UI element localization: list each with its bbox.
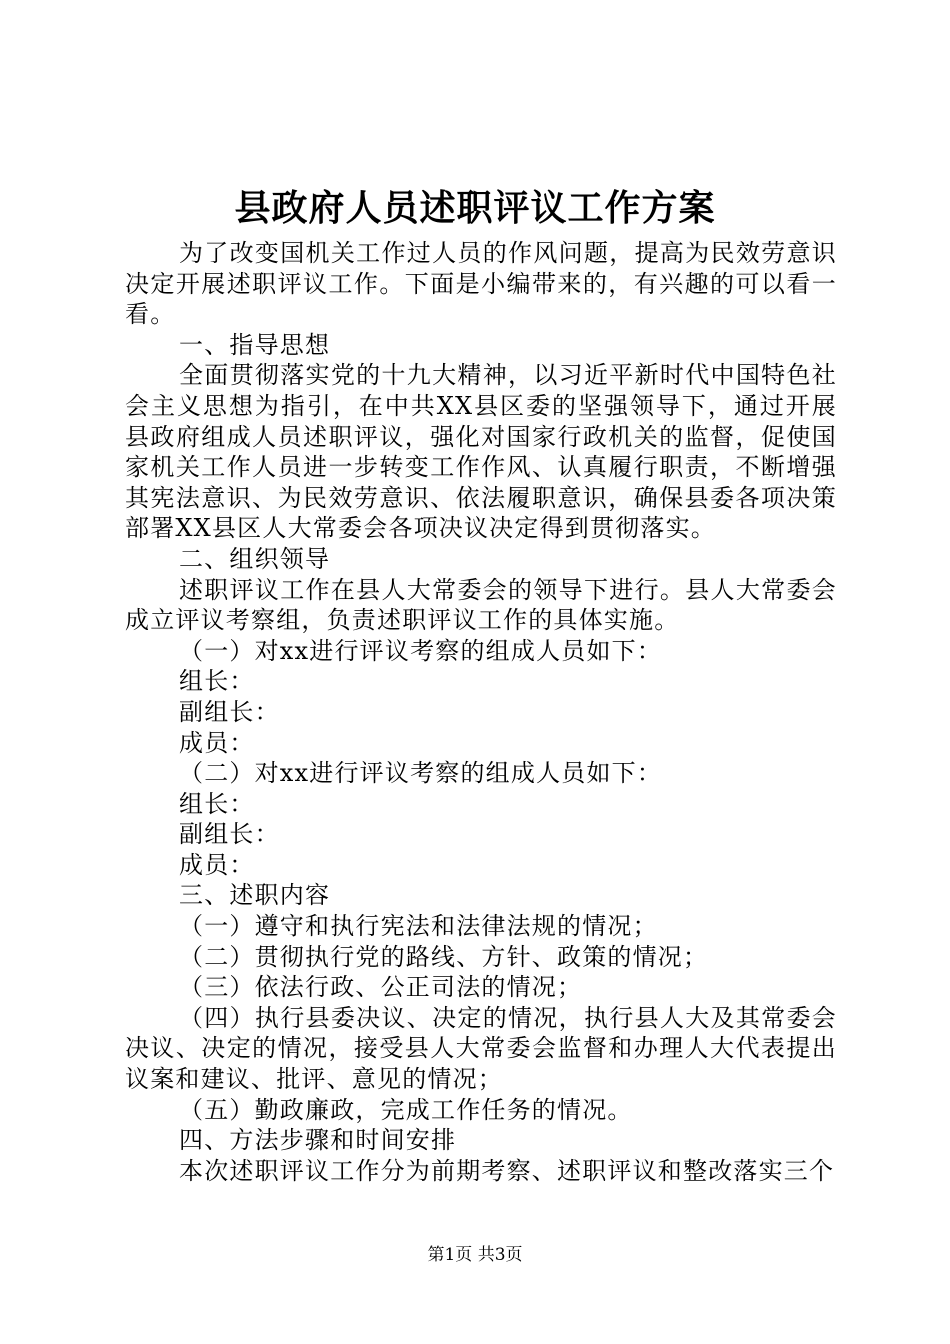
page-number-footer: 第1页 共3页	[427, 1245, 523, 1265]
section-heading-guiding-ideology: 一、指导思想	[179, 330, 331, 359]
section-heading-report-content: 三、述职内容	[179, 881, 331, 910]
report-item-2: （二）贯彻执行党的路线、方针、政策的情况；	[179, 942, 709, 971]
report-item-1: （一）遵守和执行宪法和法律法规的情况；	[179, 912, 658, 941]
section-heading-organization: 二、组织领导	[179, 544, 331, 573]
report-item-3: （三）依法行政、公正司法的情况；	[179, 973, 583, 1002]
group1-leader: 组长：	[179, 667, 255, 696]
guiding-ideology-paragraph: 全面贯彻落实党的十九大精神，以习近平新时代中国特色社会主义思想为指引，在中共XX县区委的坚强领导下，通过开展县政府组成人员述职评议，强化对国家行政机关的监督，促使国家机关工作人员进一步转变工作作风、认真履行职责，不断增强其宪法意识、为民效劳意识、依法履职意识，确保县委各项决策部署XX县区人大常委会各项决议决定得到贯彻落实。	[125, 361, 837, 543]
group1-heading: （一）对xx进行评议考察的组成人员如下：	[179, 636, 663, 665]
report-item-4: （四）执行县委决议、决定的情况，执行县人大及其常委会决议、决定的情况，接受县人大常委会监督和办理人大代表提出议案和建议、批评、意见的情况；	[125, 1003, 837, 1094]
methods-paragraph: 本次述职评议工作分为前期考察、述职评议和整改落实三个	[179, 1156, 835, 1185]
group2-deputy: 副组长：	[179, 820, 280, 849]
report-item-5: （五）勤政廉政，完成工作任务的情况。	[179, 1095, 633, 1124]
intro-paragraph: 为了改变国机关工作过人员的作风问题，提高为民效劳意识决定开展述职评议工作。下面是小编带来的，有兴趣的可以看一看。	[125, 239, 837, 329]
group1-deputy: 副组长：	[179, 697, 280, 726]
document-body	[125, 238, 837, 1186]
document-title: 县政府人员述职评议工作方案	[234, 187, 716, 229]
group2-members: 成员：	[179, 850, 255, 879]
group1-members: 成员：	[179, 728, 255, 757]
group2-leader: 组长：	[179, 789, 255, 818]
organization-paragraph: 述职评议工作在县人大常委会的领导下进行。县人大常委会成立评议考察组，负责述职评议工作的具体实施。	[125, 575, 837, 635]
section-heading-methods: 四、方法步骤和时间安排	[179, 1126, 457, 1155]
group2-heading: （二）对xx进行评议考察的组成人员如下：	[179, 759, 663, 788]
